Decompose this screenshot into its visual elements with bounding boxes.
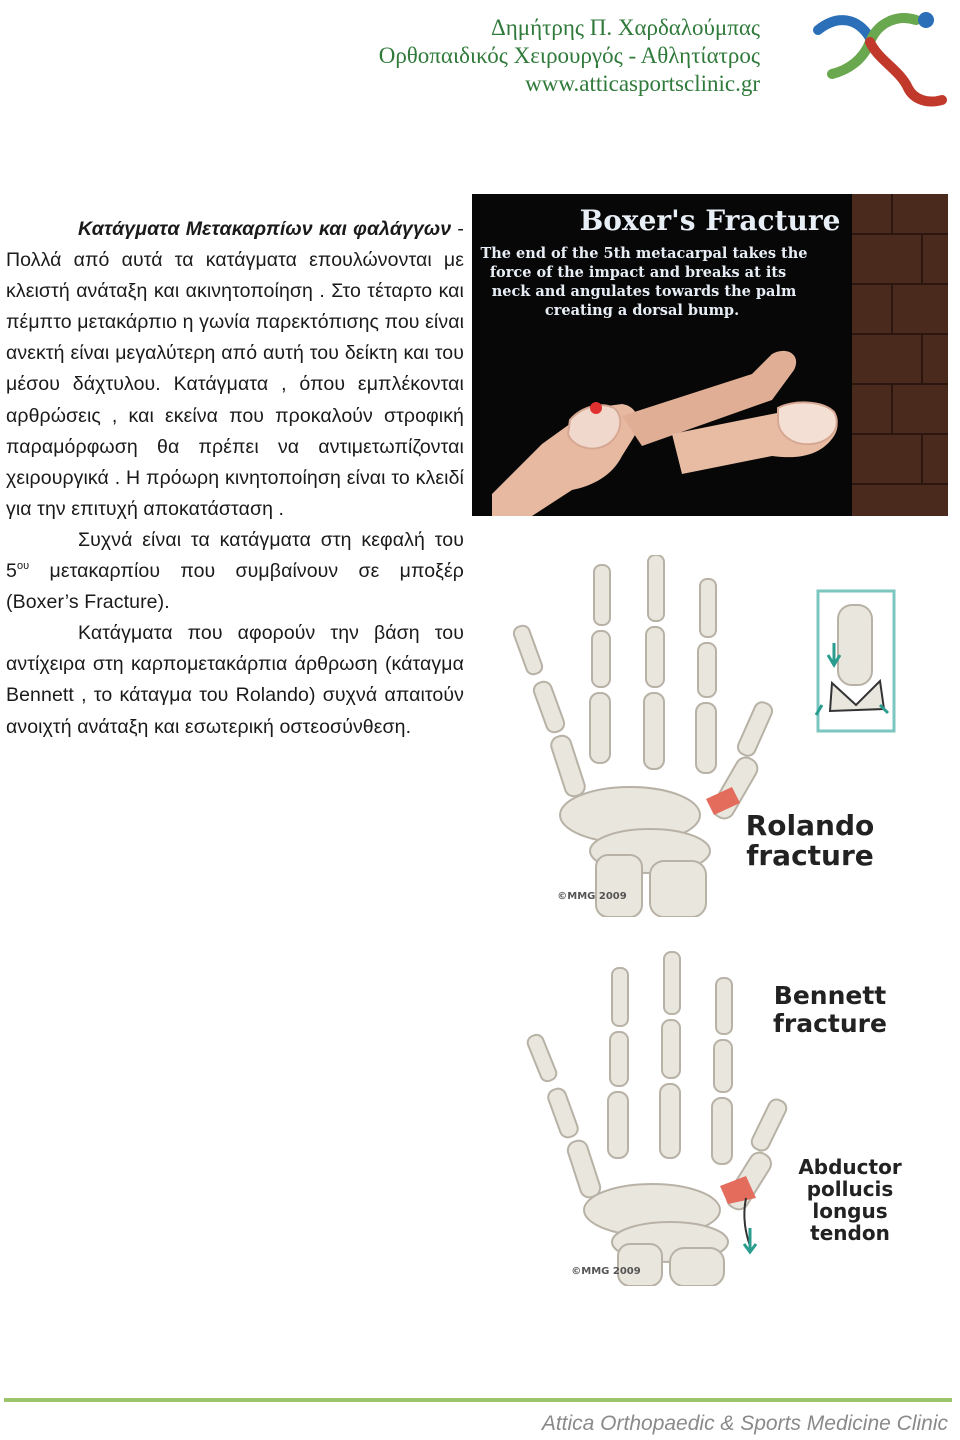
bennett-copyright: ©MMG 2009 (571, 1266, 641, 1277)
bennett-label-line-1: Bennett (773, 981, 887, 1010)
tendon-label-line-2: pollucis (806, 1177, 894, 1201)
footer-divider (4, 1398, 952, 1402)
paragraph-text: Συχνά είναι τα κατάγματα στη κεφαλή του 5 (6, 528, 464, 583)
header-website[interactable]: www.atticasportsclinic.gr (525, 71, 760, 96)
boxer-caption-line-2: force of the impact and breaks at its (489, 264, 787, 281)
bennett-label-line-2: fracture (773, 1009, 887, 1038)
boxer-figure-title: Boxer's Fracture (579, 204, 841, 237)
boxer-caption-line-1: The end of the 5th metacarpal takes the (480, 245, 808, 262)
article-body (6, 214, 464, 743)
boxer-caption-line-4: creating a dorsal bump. (544, 302, 740, 319)
boxer-fracture-figure (472, 194, 948, 516)
paragraph-metacarpal-fractures (6, 214, 464, 525)
header-author-name: Δημήτρης Π. Χαρδαλούμπας (490, 15, 760, 40)
boxer-caption-line-3: neck and angulates towards the palm (491, 283, 797, 300)
ordinal-superscript: ου (16, 560, 30, 573)
paragraph-text: - Πολλά από αυτά τα κατάγματα επουλώνονται με κλειστή ανάταξη και ακινητοποίηση . Στο τέταρτο και πέμπτο μετακάρπιο η γωνία παρεκτόπισης που είναι ανεκτή είναι μεγαλύτερη από αυτή του δείκτη και του μέσου δάχτυλου. Κατάγματα , όπου εμπλέκονται αρθρώσεις , και εκείνα που προκαλούν στροφική παραμόρφωση θα πρέπει να αντιμετωπίζονται χειρουργικά . Η πρόωρη κινητοποίηση είναι το κλειδί για την επιτυχή αποκατάσταση . (6, 218, 464, 520)
page-header (379, 14, 760, 98)
paragraph-boxer-fracture (6, 525, 464, 618)
paragraph-title: Κατάγματα Μετακαρπίων και φαλάγγων (78, 218, 452, 240)
tendon-label-line-1: Abductor (798, 1155, 902, 1179)
bennett-fracture-figure (520, 948, 932, 1286)
paragraph-thumb-base-fractures: Κατάγματα που αφορούν την βάση του αντίχειρα στη καρπομετακάρπια άρθρωση (κάταγμα Bennett , το κάταγμα του Rolando) συχνά απαιτούν ανοιχτή ανάταξη και εσωτερική οστεοσύνθεση. (6, 622, 464, 738)
paragraph-text: μετακαρπίου που συμβαίνουν σε μποξέρ (Boxer’s Fracture). (6, 560, 464, 614)
rolando-copyright: ©MMG 2009 (557, 891, 627, 902)
footer-clinic-name: Attica Orthopaedic & Sports Medicine Clinic (541, 1412, 948, 1435)
clinic-logo (808, 8, 948, 108)
tendon-label-line-4: tendon (810, 1221, 890, 1245)
rolando-fracture-figure (500, 555, 920, 917)
rolando-label-line-1: Rolando (745, 809, 875, 842)
tendon-label-line-3: longus (812, 1199, 888, 1223)
rolando-label-line-2: fracture (746, 839, 874, 872)
header-specialty: Ορθοπαιδικός Χειρουργός - Αθλητίατρος (378, 43, 760, 68)
